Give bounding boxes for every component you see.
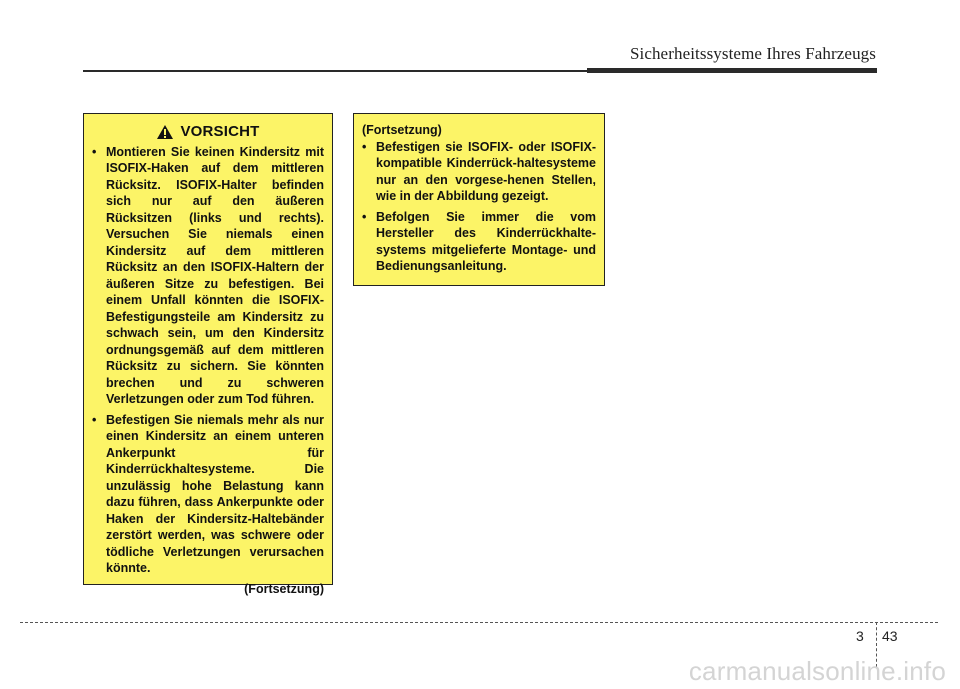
footer-rule xyxy=(20,622,938,623)
continuation-item: • Befestigen sie ISOFIX- oder ISOFIX-kompatible Kinderrück-haltesysteme nur an den vorgese-henen Stellen, wie in der Abbildung gezeigt. xyxy=(362,139,596,205)
continuation-box xyxy=(353,113,605,286)
caution-list xyxy=(92,144,324,577)
caution-heading xyxy=(92,124,324,141)
continuation-item: • Befolgen Sie immer die vom Hersteller des Kinderrückhalte-systems mitgelieferte Montage- und Bedienungsanleitung. xyxy=(362,209,596,275)
caution-box xyxy=(83,113,333,596)
continued-label: (Fortsetzung) xyxy=(362,123,442,137)
caution-item: • Montieren Sie keinen Kindersitz mit ISOFIX-Haken auf dem mittleren Rücksitz. ISOFIX-Halter befinden sich nur auf den äußeren Rücksitzen (links und rechts). Versuchen Sie niemals einen Kindersitz auf dem mittleren Rücksitz an den ISOFIX-Haltern der äußeren Sitze zu befestigen. Bei einem Unfall könnten die ISOFIX-Befestigungsteile am Kindersitz zu schwach sein, um den Kindersitz ordnungsgemäß auf dem mittleren Rücksitz zu sichern. Sie könnten brechen und zu schweren Verletzungen oder zum Tod führen. xyxy=(92,144,324,408)
caution-item: • Befestigen Sie niemals mehr als nur einen Kindersitz an einem unteren Ankerpunkt für Kinderrückhaltesysteme. Die unzulässig hohe Belastung kann dazu führen, dass Ankerpunkte oder Haken der Kindersitz-Haltebänder zerstört werden, was schwere oder tödliche Verletzungen verursachen könnte. xyxy=(92,412,324,577)
caution-title: VORSICHT xyxy=(180,123,260,140)
header-rule-accent xyxy=(587,68,877,73)
warning-triangle-icon xyxy=(156,124,174,140)
continued-note: (Fortsetzung) xyxy=(244,581,324,596)
chapter-number: 3 xyxy=(856,628,864,644)
watermark: carmanualsonline.info xyxy=(688,656,946,686)
continuation-list xyxy=(362,139,596,275)
page-header-title: Sicherheitssysteme Ihres Fahrzeugs xyxy=(629,44,876,63)
page-number: 43 xyxy=(882,628,898,644)
